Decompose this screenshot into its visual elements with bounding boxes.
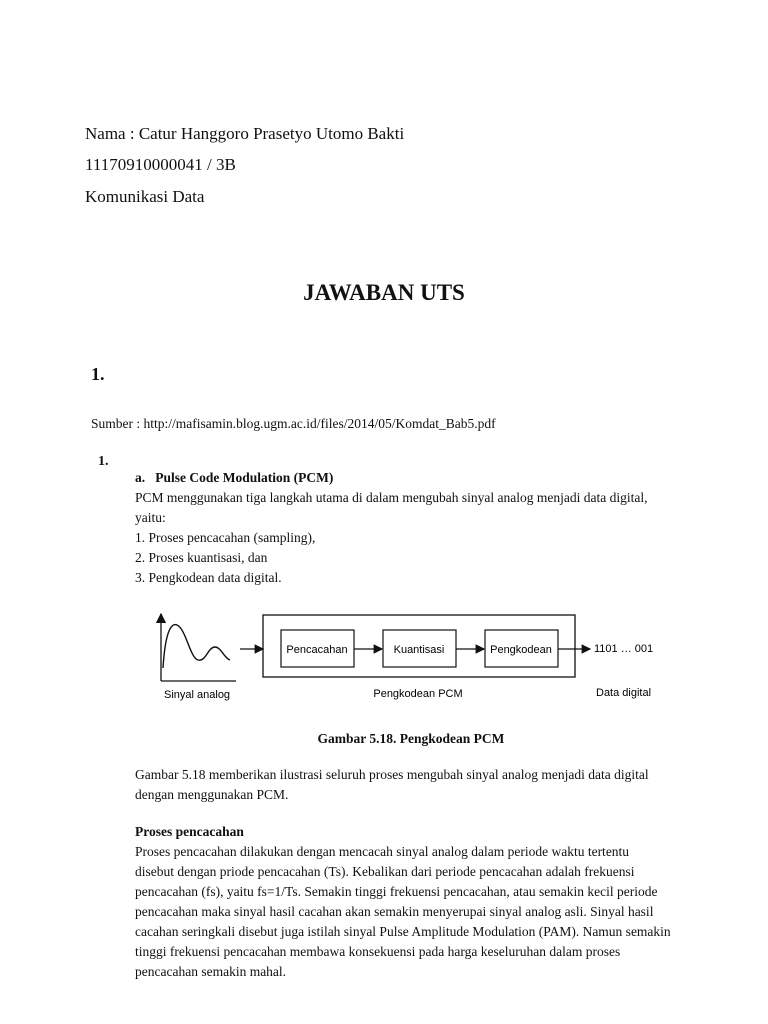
paragraph-line: pencacahan (fs), yaitu fs=1/Ts. Semakin tinggi frekuensi pencacahan, atau semakin kecil periode xyxy=(135,884,658,899)
intro-line: yaitu: xyxy=(135,510,166,525)
figure-caption: Gambar 5.18. Pengkodean PCM xyxy=(317,731,505,746)
block-pencacahan-label: Pencacahan xyxy=(286,644,348,656)
section-a-heading: a. Pulse Code Modulation (PCM) xyxy=(135,470,334,485)
paragraph-line: tinggi frekuensi pencacahan membawa konsekuensi pada harga keseluruhan dalam proses xyxy=(135,944,621,959)
page-title: JAWABAN UTS xyxy=(303,280,465,305)
illustration-paragraph xyxy=(135,765,679,805)
student-id: 11170910000041 / 3B xyxy=(85,155,236,174)
step-item: 3. Pengkodean data digital. xyxy=(135,570,282,585)
paragraph-line: disebut dengan priode pencacahan (Ts). Kebalikan dari periode pencacahan adalah frekuensi xyxy=(135,864,635,879)
block-kuantisasi-label: Kuantisasi xyxy=(393,644,445,656)
student-name: Nama : Catur Hanggoro Prasetyo Utomo Bakti xyxy=(85,124,405,143)
paragraph-line: pencacahan maka sinyal hasil cacahan akan semakin menyerupai sinyal analog asli. Sinyal hasil xyxy=(135,904,654,919)
sampling-paragraph xyxy=(135,842,679,982)
pcm-diagram xyxy=(150,608,670,708)
paragraph-line: cacahan seringkali disebut juga istilah sinyal Pulse Amplitude Modulation (PAM). Namun semakin xyxy=(135,924,671,939)
step-item: 2. Proses kuantisasi, dan xyxy=(135,550,268,565)
label-sinyal-analog: Sinyal analog xyxy=(164,689,231,701)
paragraph-line: Gambar 5.18 memberikan ilustrasi seluruh proses mengubah sinyal analog menjadi data digital xyxy=(135,767,649,782)
question-number: 1. xyxy=(91,364,105,384)
analog-signal-curve xyxy=(163,625,230,668)
source-reference: Sumber : http://mafisamin.blog.ugm.ac.id/files/2014/05/Komdat_Bab5.pdf xyxy=(91,416,496,431)
intro-line: PCM menggunakan tiga langkah utama di dalam mengubah sinyal analog menjadi data digital, xyxy=(135,490,648,505)
section-a-intro xyxy=(135,488,679,588)
block-pengkodean-label: Pengkodean xyxy=(490,644,552,656)
step-item: 1. Proses pencacahan (sampling), xyxy=(135,530,316,545)
paragraph-line: Proses pencacahan dilakukan dengan mencacah sinyal analog dalam periode waktu tertentu xyxy=(135,844,630,859)
sampling-heading: Proses pencacahan xyxy=(135,824,244,839)
label-data-digital: Data digital xyxy=(596,687,652,699)
label-pengkodean-pcm: Pengkodean PCM xyxy=(373,688,463,700)
answer-number: 1. xyxy=(98,454,109,469)
output-bits: 1101 … 001 xyxy=(594,643,654,655)
course-name: Komunikasi Data xyxy=(85,187,205,206)
paragraph-line: pencacahan semakin mahal. xyxy=(135,964,287,979)
paragraph-line: dengan menggunakan PCM. xyxy=(135,787,289,802)
